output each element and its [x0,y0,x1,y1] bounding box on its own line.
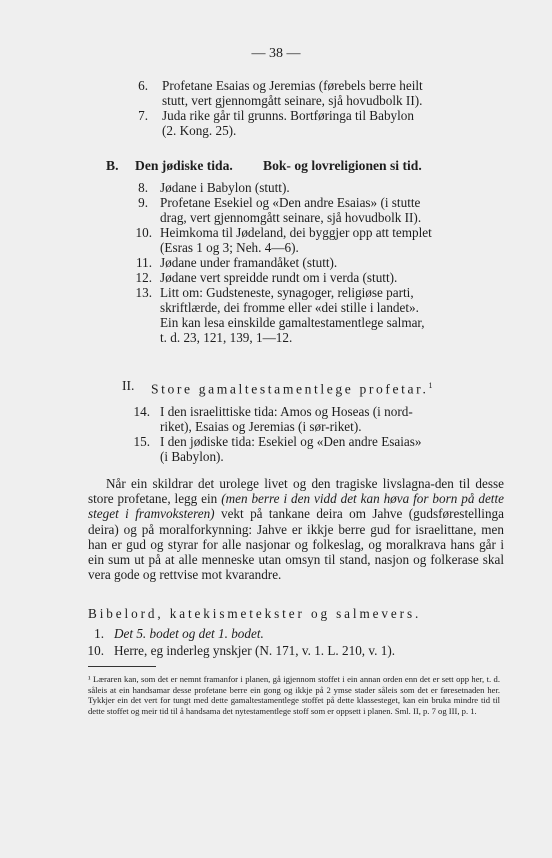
section-letter: B. [106,158,119,173]
list-item: 13. Litt om: Gudsteneste, synagoger, religiøse parti, skriftlærde, dei fromme eller «dei stille i landet». Ein kan lesa einskilde gamaltestamentlege salmar, t. d. 23, 121, 139, 1—12. [135,285,425,345]
list-item: 14. I den israelittiske tida: Amos og Hoseas (i nord- riket), Esaias og Jeremias (i sør-riket). [133,404,413,434]
bibelord-list [0,626,552,659]
section-number: II. [122,378,135,393]
list-a [0,78,552,138]
list-item: 15. I den jødiske tida: Esekiel og «Den andre Esaias» (i Babylon). [133,434,422,464]
section-title: Store gamaltestamentlege profetar.$^1$ [151,381,433,397]
list-item: 7. Juda rike går til grunns. Bortføringa til Babylon (2. Kong. 25). [138,108,414,138]
list-item: 9. Profetane Esekiel og «Den andre Esaias» (i stutte drag, vert gjennomgått seinare, sjå hovudbolk II). [138,195,422,225]
list-item: 6. Profetane Esaias og Jeremias (førebels berre heilt stutt, vert gjennomgått seinare, sjå hovudbolk II). [138,78,423,108]
list-item: 8. Jødane i Babylon (stutt). [138,180,290,195]
list-ii [0,404,552,464]
list-item: 12. Jødane vert spreidde rundt om i verda (stutt). [135,270,398,285]
list-item: 1. Det 5. bodet og det 1. bodet. [94,626,264,641]
bibelord-heading: Bibelord, katekismetekster og salmevers. [88,606,422,621]
section-b-heading [0,158,552,174]
page-number: — 38 — [251,46,301,61]
body-paragraph: Når ein skildrar det urolege livet og den tragiske livslagna-den til desse store profetane, legg ein (men berre i den vidd det kan høva for born på dette steget i framvoksteren) vekt på tankane deira om Jahve (gudsførestellinga deira) og på moralforkynning: Jahve er ikkje berre gud for israelittane, men han er gud og styrar for alle nasjonar og folkeslag, og moralkrava hans går i ein sum ut på at alle menneske utan omsyn til stand, nasjon og folkerase skal vera gode og rettvise mot kvarandre. [88,476,504,583]
list-item: 10. Heimkoma til Jødeland, dei byggjer opp att templet (Esras 1 og 3; Neh. 4—6). [135,225,432,255]
list-item: 11. Jødane under framandåket (stutt). [136,255,338,270]
footnote: ¹ Læraren kan, som det er nemnt framanfor i planen, gå igjennom stoffet i ein annan orden enn det er sett opp her, t. d. såleis at ein handsamar desse profetane berre ein gong og ikkje på 2 ymse stader såleis som det er føresetnaden her. Tykkjer ein det vert for tungt med dette gamaltestamentlege stoffet på dette klassesteget, kan ein bruka mindre tid til dette stoffet og meir tid til å handsama det nytestamentlege stoff som er oppsett i planen. Sml. II, p. 7 og III, p. 1. [88,674,500,716]
list-item: 10. Herre, eg inderleg ynskjer (N. 171, v. 1. L. 210, v. 1). [87,643,396,658]
section-ii-heading [0,378,552,397]
section-subtitle: Bok- og lovreligionen si tid. [263,158,422,173]
list-b [0,180,552,345]
section-title: Den jødiske tida. [135,158,233,173]
footnote-divider [88,666,156,667]
